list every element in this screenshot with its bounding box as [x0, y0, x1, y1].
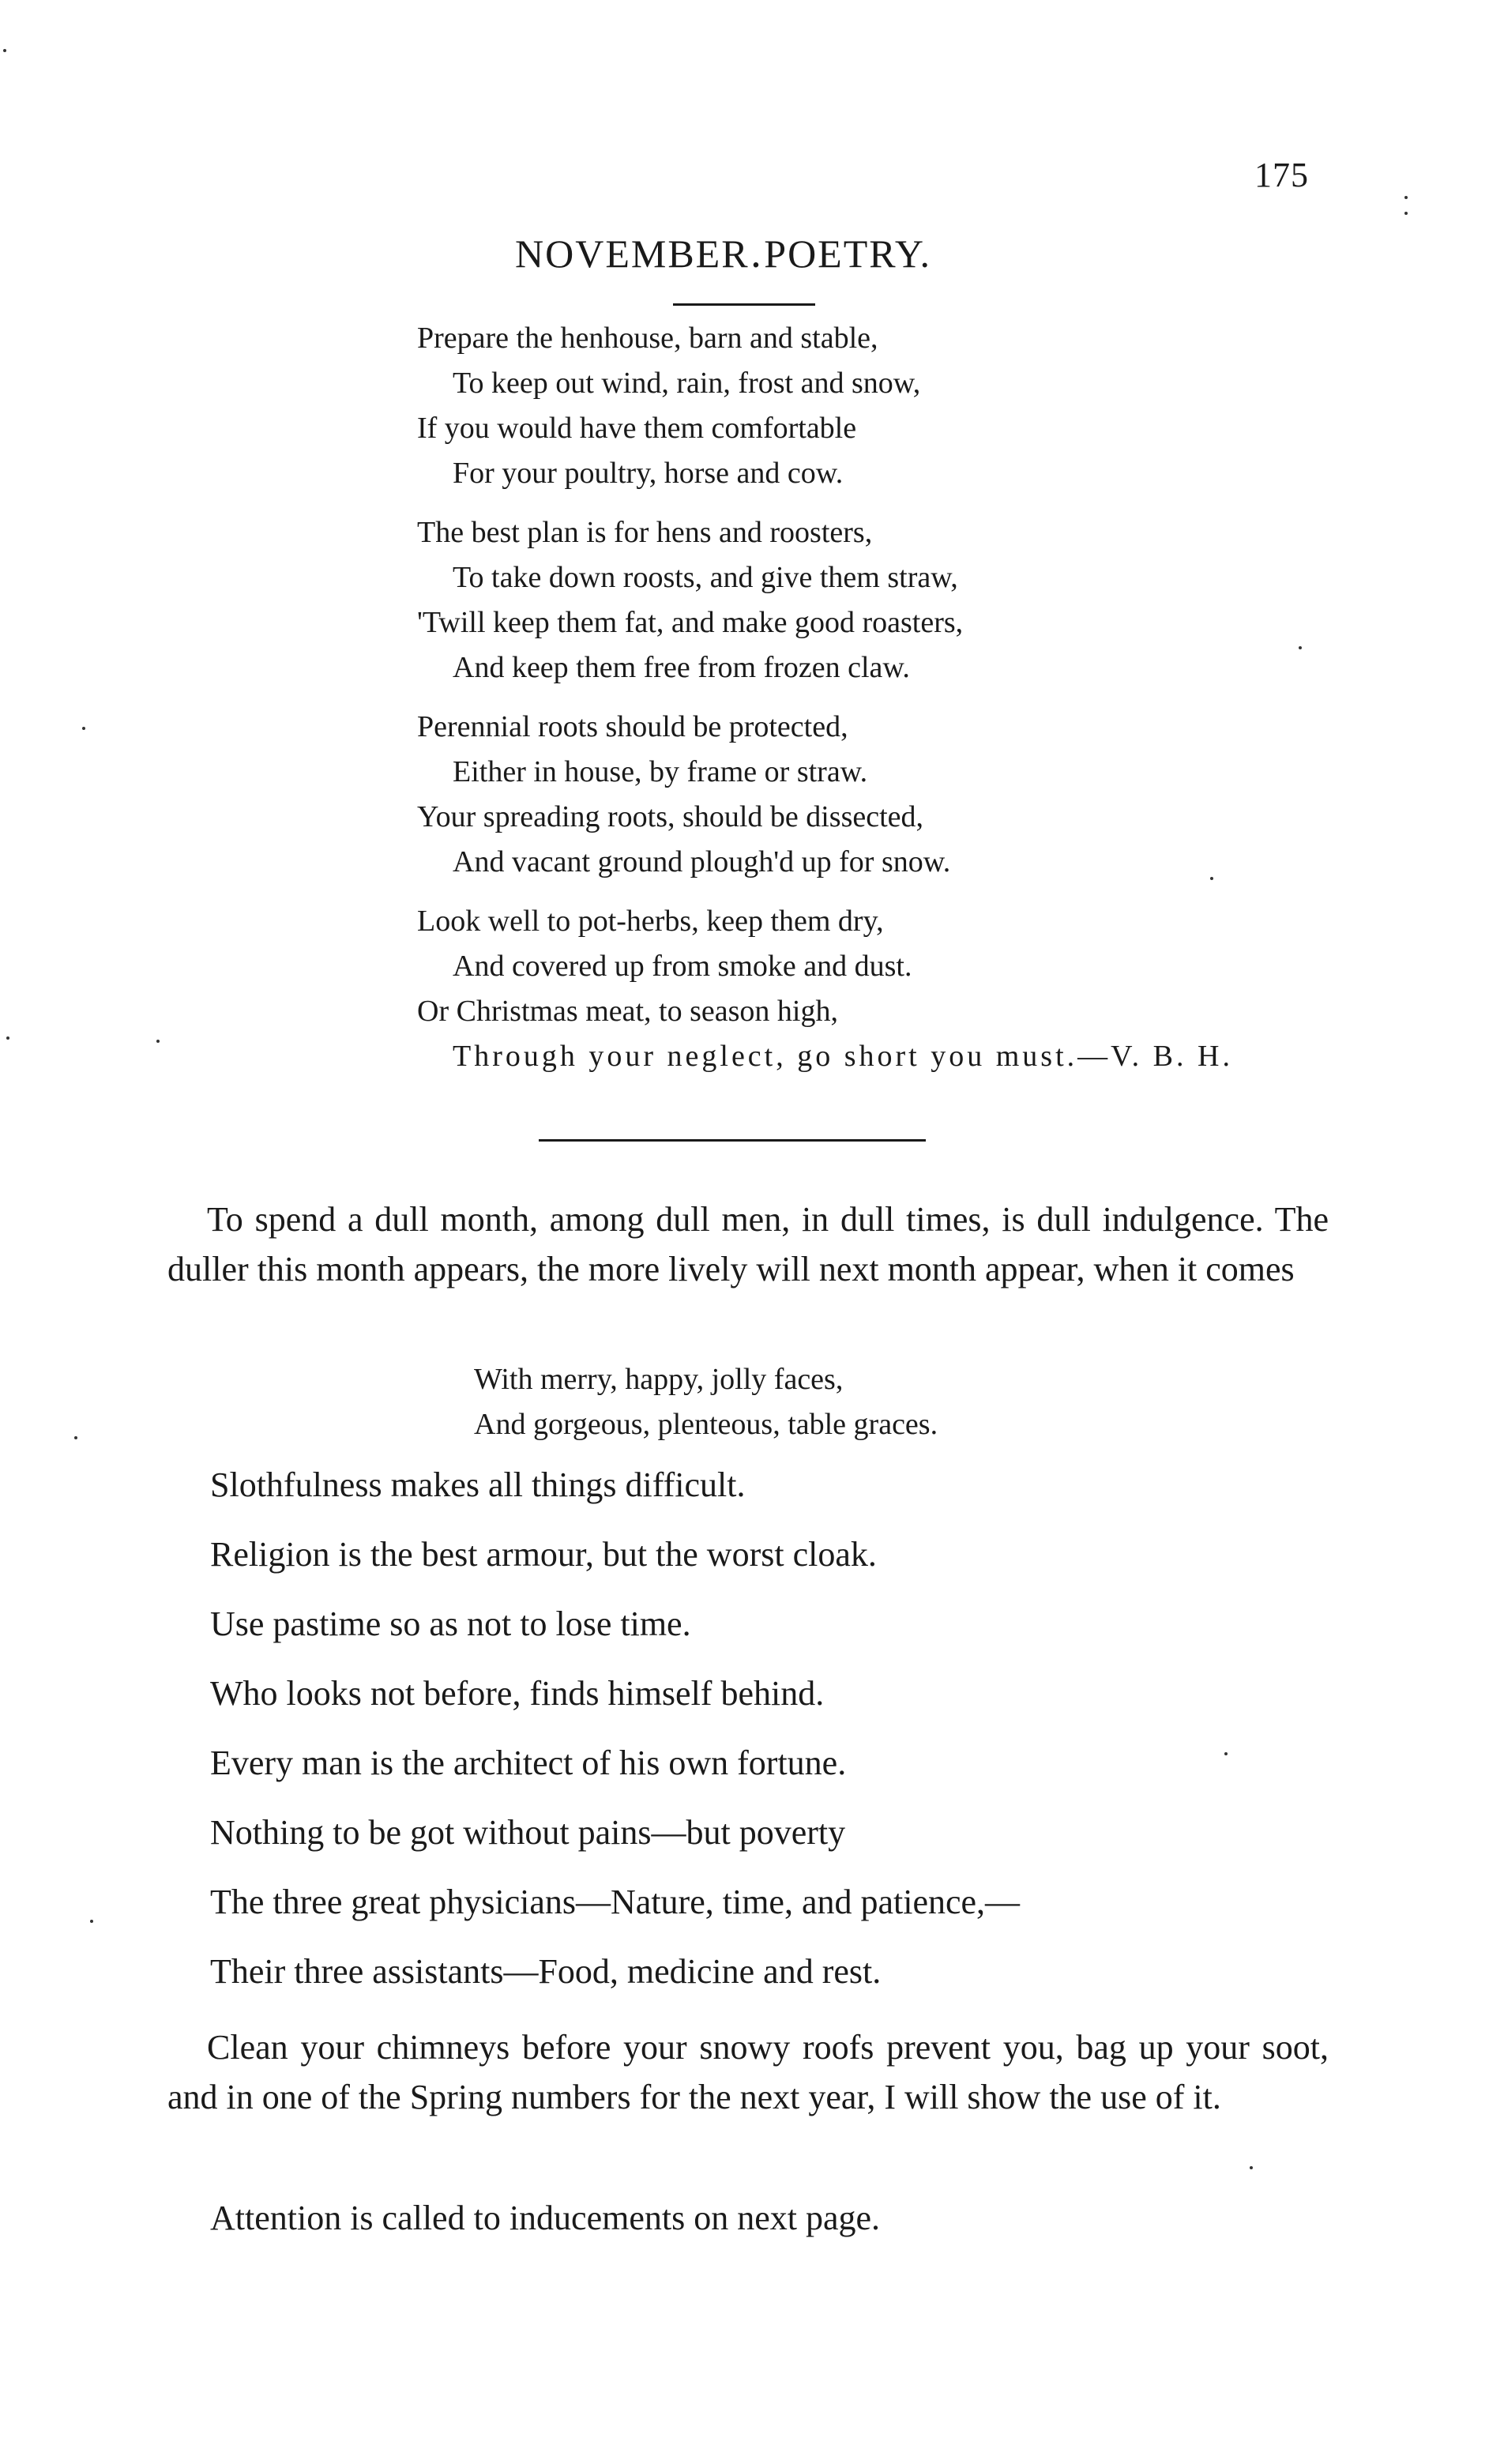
scan-speck	[74, 1436, 77, 1439]
poem-line: 'Twill keep them fat, and make good roasters,	[417, 606, 964, 639]
page-title: NOVEMBER․POETRY.	[515, 231, 932, 276]
couplet	[474, 1357, 938, 1447]
proverb: Use pastime so as not to lose time.	[210, 1604, 691, 1643]
proverb: Every man is the architect of his own fortune.	[210, 1744, 847, 1782]
closing-note: Attention is called to inducements on next page.	[210, 2199, 881, 2237]
poem-line: And covered up from smoke and dust.	[453, 950, 912, 983]
scan-speck	[6, 1036, 9, 1040]
scan-speck	[1224, 1752, 1228, 1755]
poem-line: Either in house, by frame or straw.	[453, 755, 868, 788]
proverb: Nothing to be got without pains—but poverty	[210, 1813, 846, 1852]
poem-line: If you would have them comfortable	[417, 412, 857, 445]
poem-line: To take down roosts, and give them straw,	[453, 561, 958, 594]
proverb: The three great physicians—Nature, time, and patience,—	[210, 1883, 1021, 1921]
body-paragraph: To spend a dull month, among dull men, in dull times, is dull indulgence. The duller this month appears, the more lively will next month appear, when it comes	[167, 1200, 1329, 1288]
poem-line: Your spreading roots, should be dissected,	[417, 800, 924, 833]
scan-speck	[156, 1040, 160, 1043]
proverb: Who looks not before, finds himself behind.	[210, 1674, 825, 1713]
proverb-list	[210, 1461, 1332, 2018]
poem-line: For your poultry, horse and cow.	[453, 457, 844, 490]
couplet-line: With merry, happy, jolly faces,	[474, 1363, 844, 1396]
poem-line: To keep out wind, rain, frost and snow,	[453, 367, 921, 400]
section-divider	[539, 1139, 926, 1142]
scan-speck	[82, 727, 85, 730]
title-divider	[673, 303, 815, 306]
scan-speck	[1299, 646, 1302, 649]
proverb: Religion is the best armour, but the worst cloak.	[210, 1535, 877, 1574]
poem	[417, 316, 1365, 1093]
scan-speck	[1250, 2166, 1253, 2169]
poem-line: Look well to pot-herbs, keep them dry,	[417, 905, 884, 938]
body-paragraph: Clean your chimneys before your snowy roofs prevent you, bag up your soot, and in one of the Spring numbers for the next year, I will show the use of it.	[167, 2028, 1329, 2116]
poem-stanza	[417, 899, 1365, 1079]
proverb: Their three assistants—Food, medicine and rest.	[210, 1952, 882, 1991]
scan-speck	[90, 1920, 93, 1923]
poem-stanza	[417, 316, 1365, 496]
scan-speck	[3, 49, 6, 52]
scan-speck	[1404, 196, 1408, 199]
page-number: 175	[1254, 156, 1309, 194]
poem-stanza	[417, 510, 1365, 690]
scan-speck	[1210, 877, 1213, 880]
poem-line: Perennial roots should be protected,	[417, 710, 848, 743]
poem-line: Or Christmas meat, to season high,	[417, 995, 838, 1028]
poem-line: The best plan is for hens and roosters,	[417, 516, 873, 549]
couplet-line: And gorgeous, plenteous, table graces.	[474, 1408, 938, 1441]
poem-line: Prepare the henhouse, barn and stable,	[417, 322, 878, 355]
poem-line-signature: Through your neglect, go short you must.—V. B. H.	[453, 1040, 1233, 1073]
scan-speck	[1404, 212, 1408, 215]
poem-stanza	[417, 705, 1365, 885]
poem-line: And keep them free from frozen claw.	[453, 651, 910, 684]
proverb: Slothfulness makes all things difficult.	[210, 1465, 746, 1504]
poem-line: And vacant ground plough'd up for snow.	[453, 845, 951, 878]
